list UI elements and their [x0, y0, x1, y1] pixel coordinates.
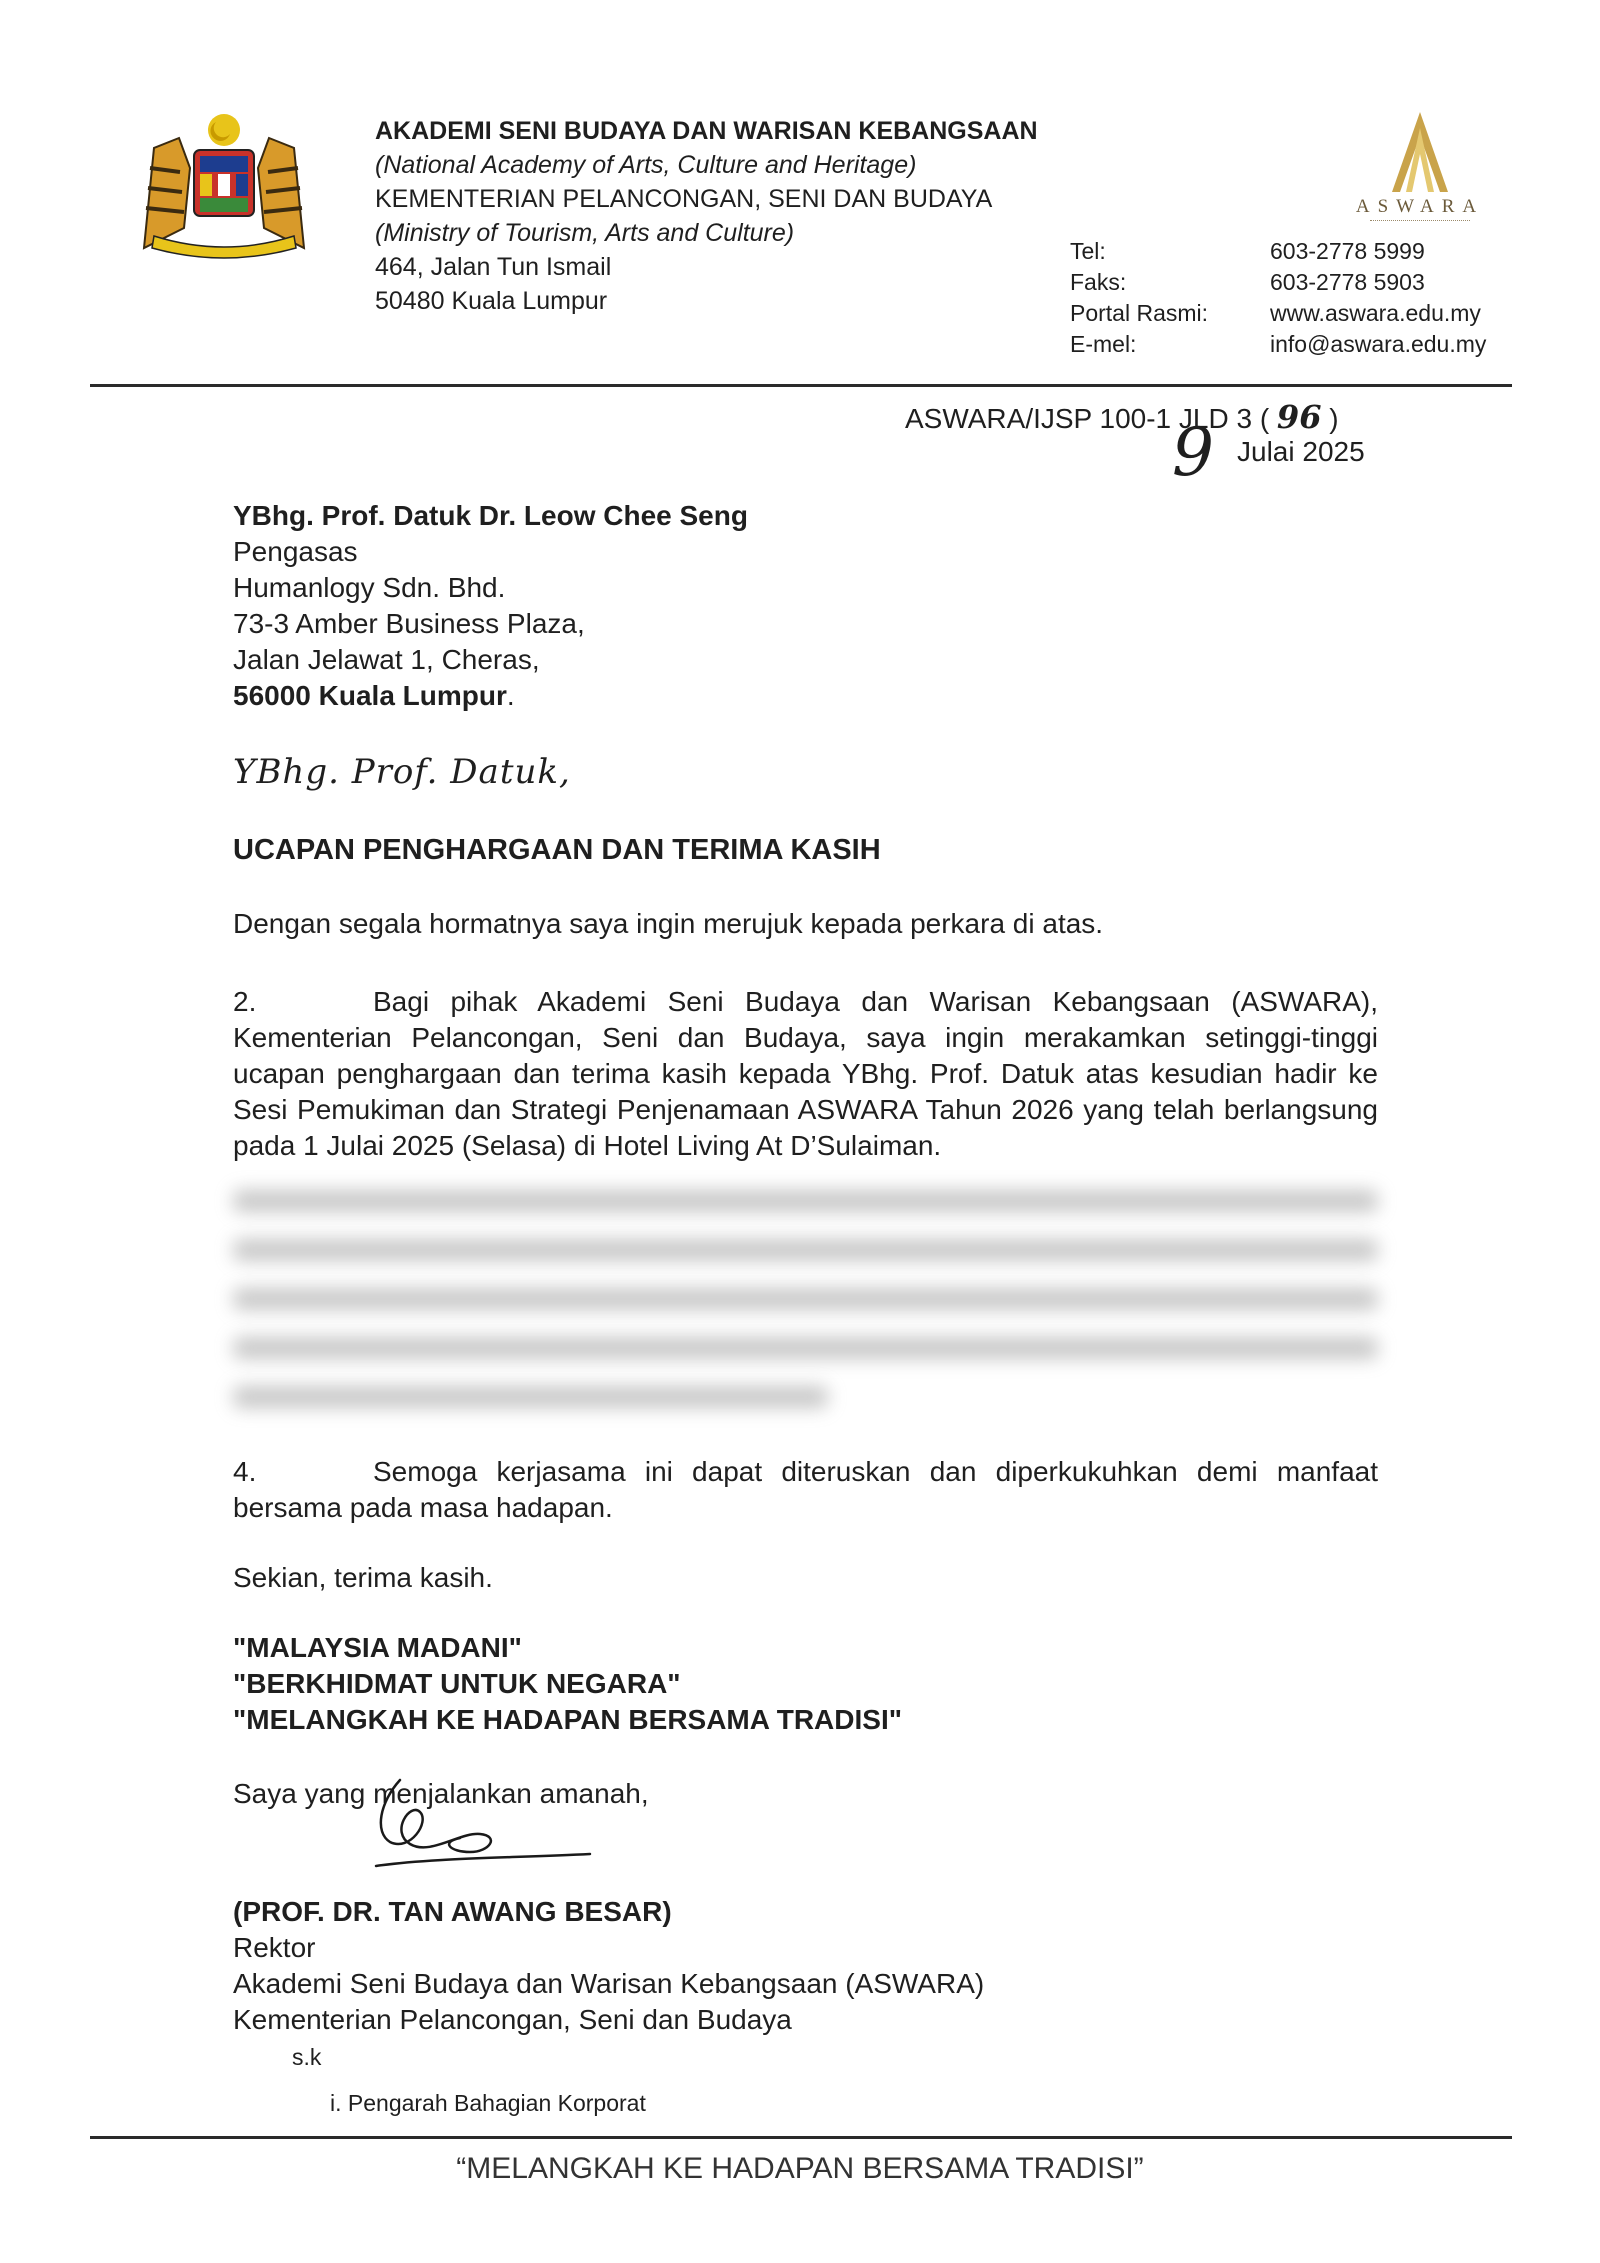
recipient-city-suffix: .	[506, 680, 515, 711]
redacted-paragraph-3	[233, 1190, 1378, 1410]
closing-remark: Sekian, terima kasih.	[233, 1562, 493, 1593]
tel-value: 603-2778 5999	[1270, 238, 1425, 264]
slogan-2: "BERKHIDMAT UNTUK NEGARA"	[233, 1668, 681, 1699]
paragraph-2	[233, 984, 1378, 1164]
ministry-name-english: (Ministry of Tourism, Arts and Culture)	[375, 219, 795, 247]
fax-value: 603-2778 5903	[1270, 269, 1425, 295]
logo-subtext	[1370, 220, 1470, 224]
address-line-2: 50480 Kuala Lumpur	[375, 287, 608, 315]
paragraph-2-text: Bagi pihak Akademi Seni Budaya dan Warisan Kebangsaan (ASWARA), Kementerian Pelancongan, Seni dan Budaya, saya ingin merakamkan setinggi-tinggi ucapan penghargaan dan terima kasih kepada YBhg. Prof. Datuk atas kesudian hadir ke Sesi Pemukiman dan Strategi Penjenamaan ASWARA Tahun 2026 yang telah berlangsung pada 1 Julai 2025 (Selasa) di Hotel Living At D’Sulaiman.	[233, 986, 1378, 1161]
aswara-logo-mark	[1330, 108, 1510, 198]
paragraph-4	[233, 1454, 1378, 1526]
slogans	[233, 1630, 902, 1738]
reference-prefix: ASWARA/IJSP 100-1 JLD 3 (	[905, 403, 1270, 434]
cc-label: s.k	[292, 2044, 322, 2070]
signer-name: (PROF. DR. TAN AWANG BESAR)	[233, 1896, 672, 1927]
recipient-city: 56000 Kuala Lumpur	[233, 680, 507, 711]
recipient-company: Humanlogy Sdn. Bhd.	[233, 572, 506, 603]
footer-divider	[90, 2136, 1512, 2139]
signer-block	[233, 1894, 984, 2038]
fax-label: Faks:	[1070, 269, 1127, 295]
portal-label: Portal Rasmi:	[1070, 300, 1209, 326]
ministry-name: KEMENTERIAN PELANCONGAN, SENI DAN BUDAYA	[375, 185, 993, 213]
paragraph-4-number: 4.	[233, 1456, 257, 1487]
signer-position: Rektor	[233, 1932, 316, 1963]
recipient-address-1: 73-3 Amber Business Plaza,	[233, 608, 585, 639]
tel-label: Tel:	[1070, 238, 1106, 264]
slogan-3: "MELANGKAH KE HADAPAN BERSAMA TRADISI"	[233, 1704, 902, 1735]
recipient-address	[233, 498, 748, 714]
contact-labels	[1070, 236, 1208, 360]
recipient-city-line	[233, 678, 748, 714]
org-name-english: (National Academy of Arts, Culture and Heritage)	[375, 151, 917, 179]
paragraph-2-number: 2.	[233, 986, 257, 1017]
address-line-1: 464, Jalan Tun Ismail	[375, 253, 612, 281]
recipient-address-2: Jalan Jelawat 1, Cheras,	[233, 644, 540, 675]
recipient-name: YBhg. Prof. Datuk Dr. Leow Chee Seng	[233, 500, 748, 531]
org-name: AKADEMI SENI BUDAYA DAN WARISAN KEBANGSAAN	[375, 117, 1038, 145]
reference-handwritten-number: 96	[1276, 398, 1322, 436]
reference-suffix: )	[1329, 403, 1339, 434]
date-month-year: Julai 2025	[1237, 436, 1365, 467]
letterhead-organization	[375, 114, 1038, 318]
aswara-logo-icon	[1330, 108, 1510, 226]
date-day-handwritten: 9	[1172, 414, 1214, 491]
email-label: E-mel:	[1070, 331, 1137, 357]
signer-ministry: Kementerian Pelancongan, Seni dan Budaya	[233, 2004, 792, 2035]
cc-recipient: i. Pengarah Bahagian Korporat	[330, 2090, 646, 2116]
malaysia-coat-of-arms-icon	[124, 108, 324, 260]
email-value: info@aswara.edu.my	[1270, 331, 1487, 357]
signoff: Saya yang menjalankan amanah,	[233, 1778, 649, 1809]
signer-organization: Akademi Seni Budaya dan Warisan Kebangsaan (ASWARA)	[233, 1968, 985, 1999]
contact-values	[1270, 236, 1486, 360]
slogan-1: "MALAYSIA MADANI"	[233, 1632, 522, 1663]
recipient-title: Pengasas	[233, 536, 358, 567]
signature-icon	[370, 1772, 600, 1882]
salutation: YBhg. Prof. Datuk,	[233, 752, 571, 792]
header-divider	[90, 384, 1512, 387]
logo-wordmark: ASWARA	[1355, 196, 1485, 217]
portal-value: www.aswara.edu.my	[1270, 300, 1481, 326]
reference-number	[905, 398, 1339, 436]
footer-motto: “MELANGKAH KE HADAPAN BERSAMA TRADISI”	[456, 2152, 1144, 2185]
paragraph-4-text: Semoga kerjasama ini dapat diteruskan dan diperkukuhkan demi manfaat bersama pada masa hadapan.	[233, 1456, 1378, 1523]
letter-subject: UCAPAN PENGHARGAAN DAN TERIMA KASIH	[233, 834, 881, 866]
paragraph-1: Dengan segala hormatnya saya ingin merujuk kepada perkara di atas.	[233, 908, 1104, 939]
